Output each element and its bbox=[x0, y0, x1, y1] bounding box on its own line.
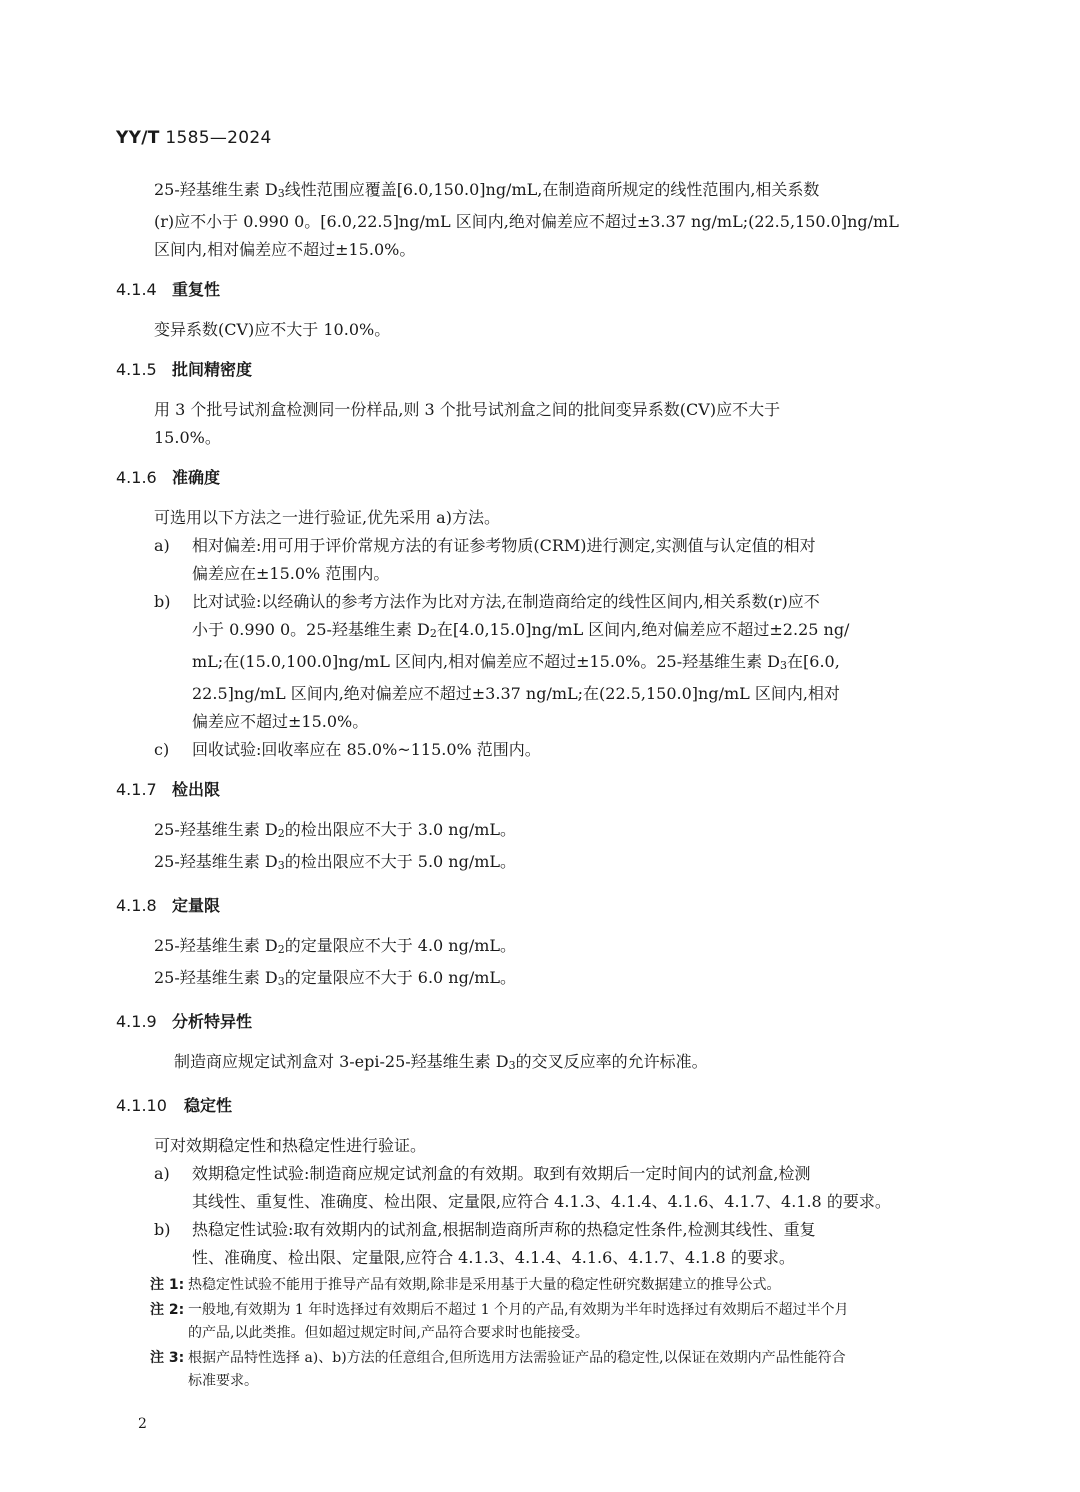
list-marker: a) bbox=[154, 536, 170, 555]
section-number: 4.1.5 bbox=[116, 360, 157, 379]
list-marker: b) bbox=[154, 592, 171, 611]
list-item: a) 效期稳定性试验:制造商应规定试剂盒的有效期。取到有效期后一定时间内的试剂盒,检测 其线性、重复性、准确度、检出限、定量限,应符合 4.1.3、4.1.4、4.1.6、4.1.7、4.1.8 的要求。 bbox=[116, 1160, 954, 1216]
accuracy-intro: 可选用以下方法之一进行验证,优先采用 a)方法。 bbox=[154, 508, 500, 527]
text-line: (r)应不小于 0.990 0。[6.0,22.5]ng/mL 区间内,绝对偏差应不超过±3.37 ng/mL;(22.5,150.0]ng/mL bbox=[154, 212, 899, 231]
section-heading-4-1-5 bbox=[116, 356, 954, 384]
section-title: 准确度 bbox=[172, 468, 221, 487]
section-number: 4.1.6 bbox=[116, 468, 157, 487]
note-3: 注 3: 根据产品特性选择 a)、b)方法的任意组合,但所选用方法需验证产品的稳定性,以保证在效期内产品性能符合 标准要求。 bbox=[116, 1347, 954, 1393]
standard-number: 1585—2024 bbox=[165, 128, 272, 148]
section-title: 批间精密度 bbox=[172, 360, 253, 379]
section-heading-4-1-8 bbox=[116, 892, 954, 920]
document-body bbox=[116, 176, 954, 1393]
quantitation-limit-paragraph: 25-羟基维生素 $D_2$的定量限应不大于 4.0 ng/mL。 25-羟基维生素 $D_3$的定量限应不大于 6.0 ng/mL。 bbox=[154, 936, 517, 988]
list-item: b) 比对试验:以经确认的参考方法作为比对方法,在制造商给定的线性区间内,相关系数(r)应不 小于 0.990 0。25-羟基维生素 $D_2$在[4.0,15.0]ng/mL 区间内,绝对偏差应不超过±2.25 ng/ mL;在(15.0,100.0]ng/mL 区间内,相对偏差应不超过±15.0%。25-羟基维生素 $D_3$在[6.0, 22.5]ng/mL 区间内,绝对偏差应不超过±3.37 ng/mL;在(22.5,150.0]ng/mL 区间内,相对 偏差应不超过±15.0%。 bbox=[116, 588, 954, 736]
section-title: 分析特异性 bbox=[172, 1012, 253, 1031]
section-number: 4.1.10 bbox=[116, 1096, 167, 1115]
section-number: 4.1.9 bbox=[116, 1012, 157, 1031]
section-title: 重复性 bbox=[172, 280, 221, 299]
specificity-paragraph: 制造商应规定试剂盒对 3-epi-25-羟基维生素 $D_3$的交叉反应率的允许标准。 bbox=[174, 1052, 708, 1072]
text-line: 25-羟基维生素 $D_3$线性范围应覆盖[6.0,150.0]ng/mL,在制造商所规定的线性范围内,相关系数 bbox=[154, 180, 820, 200]
section-heading-4-1-10 bbox=[116, 1092, 954, 1120]
linearity-paragraph bbox=[116, 176, 954, 264]
note-label: 注 3: bbox=[150, 1350, 185, 1366]
list-marker: b) bbox=[154, 1220, 171, 1239]
note-label: 注 1: bbox=[150, 1277, 185, 1293]
note-1: 注 1: 热稳定性试验不能用于推导产品有效期,除非是采用基于大量的稳定性研究数据建立的推导公式。 bbox=[116, 1274, 954, 1297]
page-number: 2 bbox=[138, 1416, 147, 1432]
section-number: 4.1.4 bbox=[116, 280, 157, 299]
section-title: 稳定性 bbox=[184, 1096, 233, 1115]
list-marker: c) bbox=[154, 740, 170, 759]
section-heading-4-1-9 bbox=[116, 1008, 954, 1036]
section-heading-4-1-7 bbox=[116, 776, 954, 804]
section-heading-4-1-4 bbox=[116, 276, 954, 304]
repeatability-paragraph: 变异系数(CV)应不大于 10.0%。 bbox=[154, 320, 391, 339]
list-item: c) 回收试验:回收率应在 85.0%~115.0% 范围内。 bbox=[116, 736, 954, 764]
text-line: 区间内,相对偏差应不超过±15.0%。 bbox=[154, 240, 416, 259]
standard-code: YY/T bbox=[116, 128, 160, 148]
standard-header bbox=[116, 128, 272, 148]
list-item: a) 相对偏差:用可用于评价常规方法的有证参考物质(CRM)进行测定,实测值与认定值的相对 偏差应在±15.0% 范围内。 bbox=[116, 532, 954, 588]
list-marker: a) bbox=[154, 1164, 170, 1183]
note-2: 注 2: 一般地,有效期为 1 年时选择过有效期后不超过 1 个月的产品,有效期为半年时选择过有效期后不超过半个月 的产品,以此类推。但如超过规定时间,产品符合要求时也能接受。 bbox=[116, 1299, 954, 1345]
section-heading-4-1-6 bbox=[116, 464, 954, 492]
detection-limit-paragraph: 25-羟基维生素 $D_2$的检出限应不大于 3.0 ng/mL。 25-羟基维生素 $D_3$的检出限应不大于 5.0 ng/mL。 bbox=[154, 820, 517, 872]
section-title: 检出限 bbox=[172, 780, 221, 799]
list-item: b) 热稳定性试验:取有效期内的试剂盒,根据制造商所声称的热稳定性条件,检测其线性、重复 性、准确度、检出限、定量限,应符合 4.1.3、4.1.4、4.1.6、4.1.7、4.1.8 的要求。 bbox=[116, 1216, 954, 1272]
stability-intro: 可对效期稳定性和热稳定性进行验证。 bbox=[154, 1136, 427, 1155]
section-number: 4.1.8 bbox=[116, 896, 157, 915]
lot-precision-paragraph: 用 3 个批号试剂盒检测同一份样品,则 3 个批号试剂盒之间的批间变异系数(CV)应不大于 15.0%。 bbox=[154, 400, 781, 447]
note-label: 注 2: bbox=[150, 1302, 185, 1318]
section-title: 定量限 bbox=[172, 896, 221, 915]
section-number: 4.1.7 bbox=[116, 780, 157, 799]
